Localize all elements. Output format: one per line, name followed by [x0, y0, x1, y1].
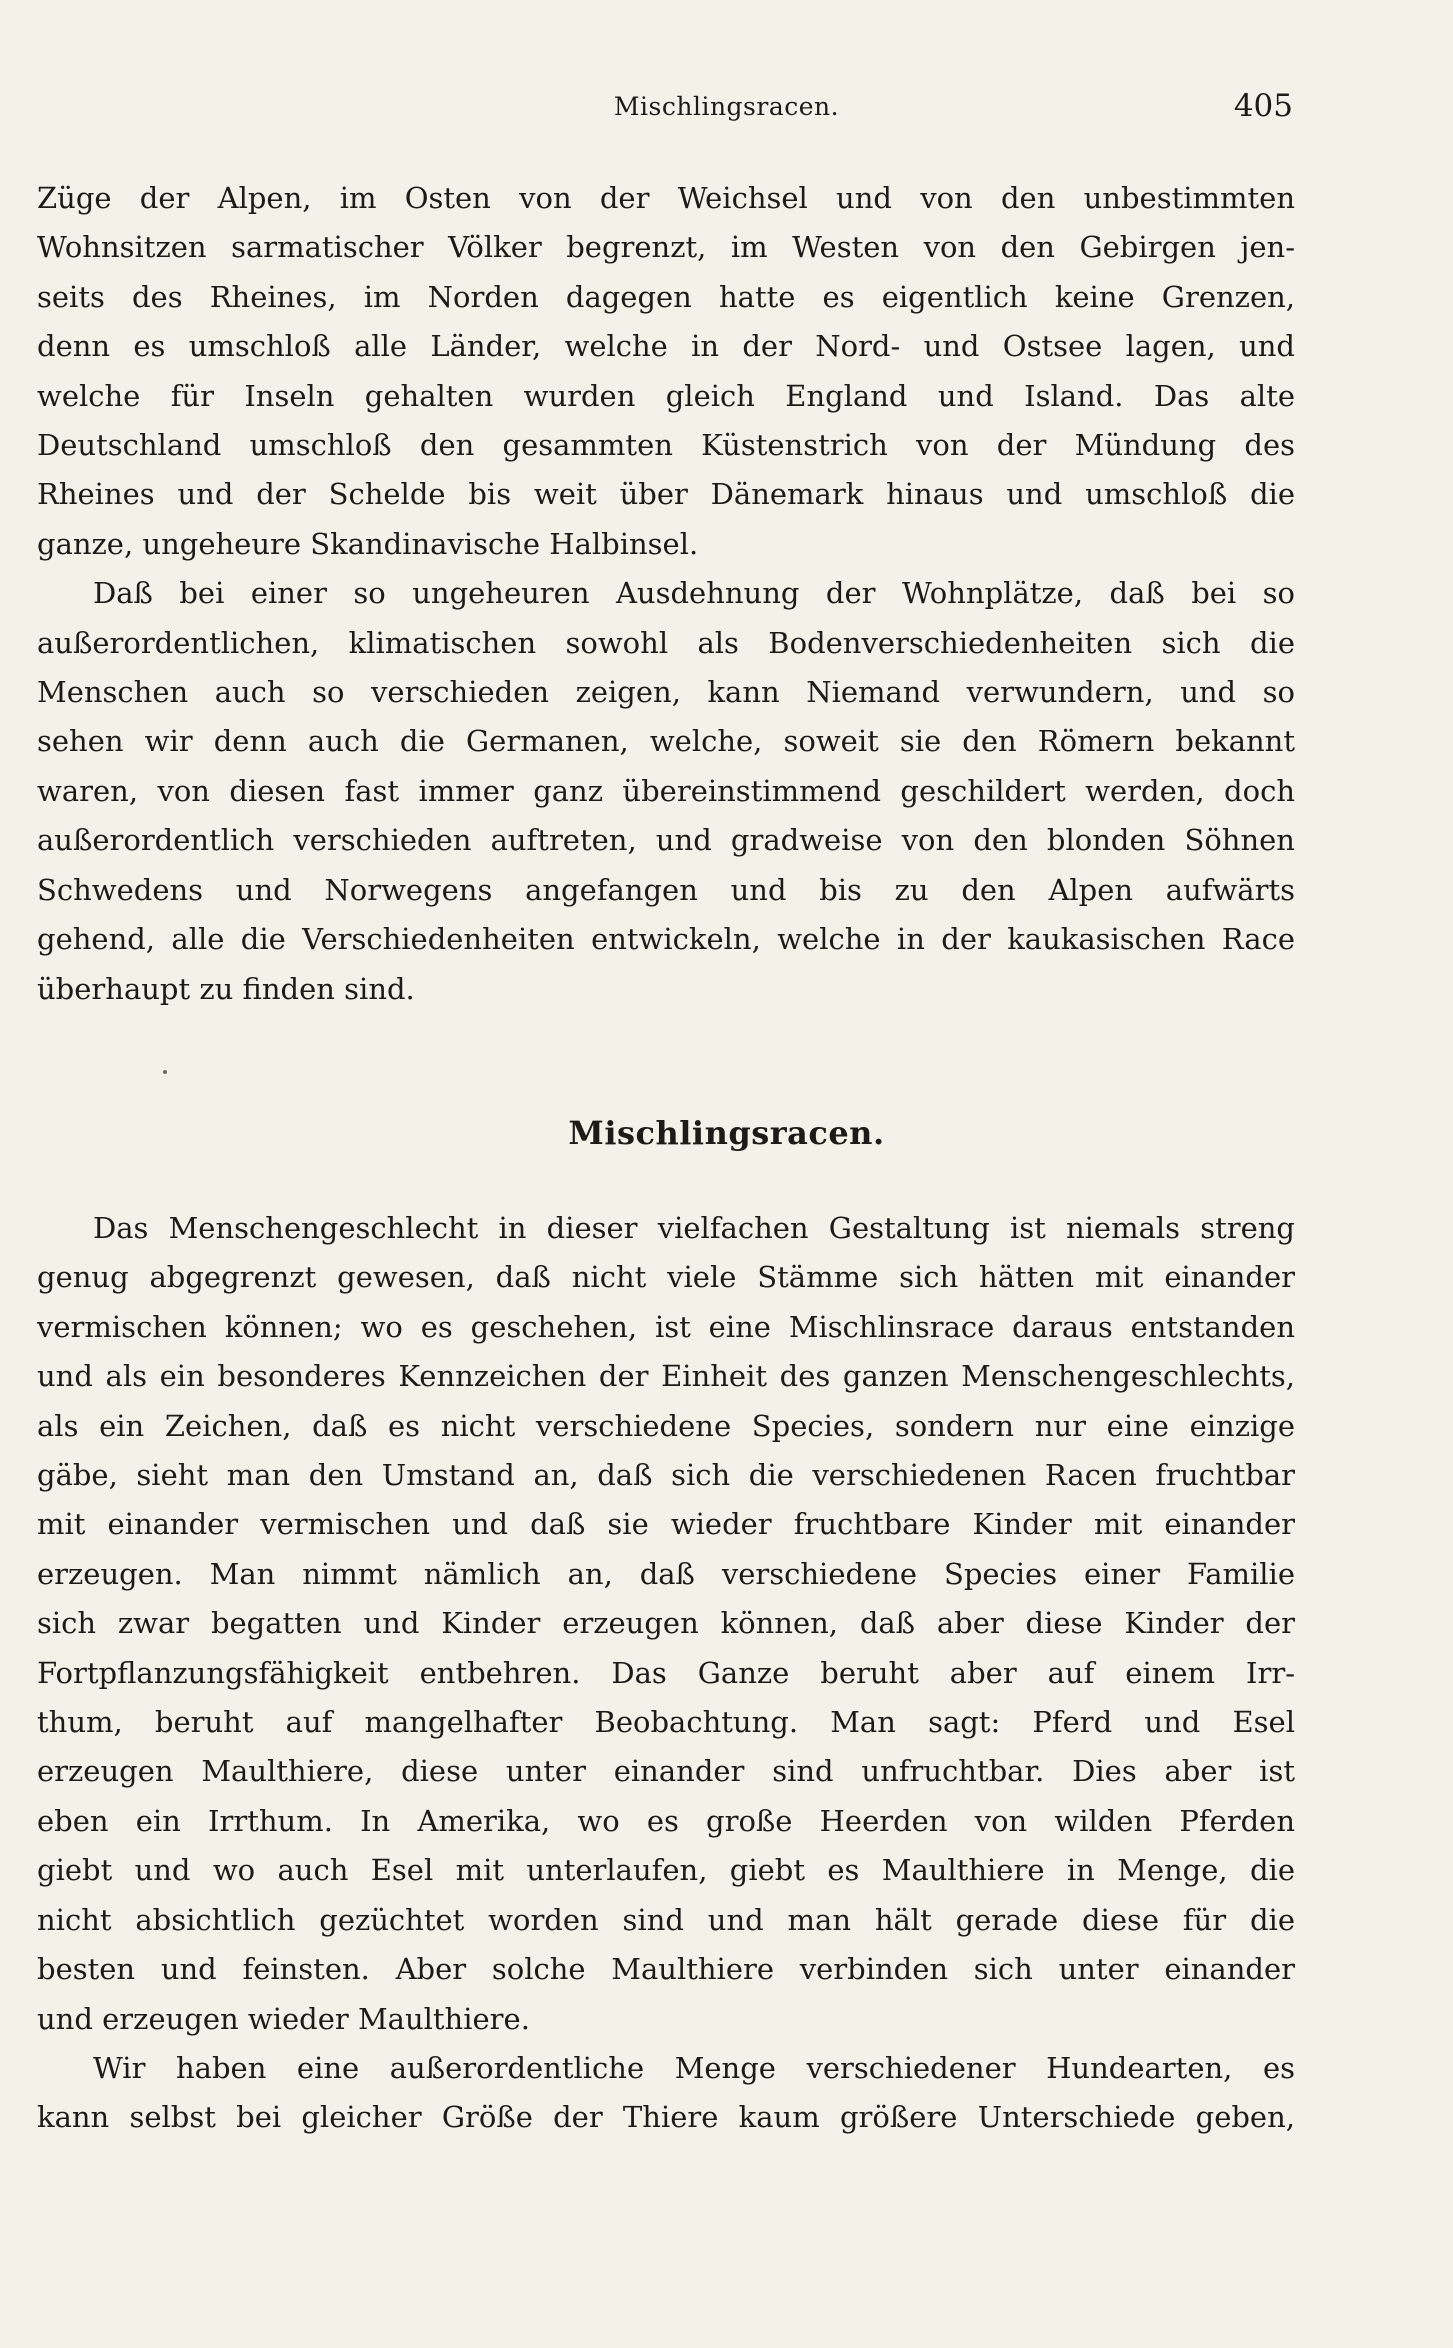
- print-speck: [163, 1070, 167, 1074]
- text-line: giebt und wo auch Esel mit unterlaufen, giebt es Maulthiere in Menge, die: [37, 1853, 1295, 1888]
- section-heading: Mischlingsracen.: [568, 1114, 885, 1152]
- text-line: waren, von diesen fast immer ganz übereinstimmend geschildert werden, doch: [37, 773, 1295, 808]
- text-line: überhaupt zu finden sind.: [37, 971, 415, 1006]
- text-line: sich zwar begatten und Kinder erzeugen können, daß aber diese Kinder der: [37, 1606, 1295, 1641]
- running-title: Mischlingsracen.: [613, 92, 840, 121]
- text-line: sehen wir denn auch die Germanen, welche, soweit sie den Römern bekannt: [37, 724, 1295, 759]
- paragraph-1: [37, 174, 1295, 569]
- text-line: Deutschland umschloß den gesammten Küstenstrich von der Mündung des: [37, 428, 1295, 463]
- text-line: Fortpflanzungsfähigkeit entbehren. Das Ganze beruht aber auf einem Irr-: [37, 1655, 1295, 1690]
- text-line: kann selbst bei gleicher Größe der Thiere kaum größere Unterschiede geben,: [37, 2100, 1295, 2135]
- text-line: eben ein Irrthum. In Amerika, wo es große Heerden von wilden Pferden: [37, 1803, 1295, 1838]
- text-line: thum, beruht auf mangelhafter Beobachtung. Man sagt: Pferd und Esel: [37, 1705, 1295, 1740]
- text-line: besten und feinsten. Aber solche Maulthiere verbinden sich unter einander: [37, 1952, 1295, 1987]
- text-line: gäbe, sieht man den Umstand an, daß sich die verschiedenen Racen fruchtbar: [37, 1458, 1295, 1493]
- text-line: genug abgegrenzt gewesen, daß nicht viele Stämme sich hätten mit einander: [37, 1260, 1295, 1295]
- text-line: außerordentlich verschieden auftreten, und gradweise von den blonden Söhnen: [37, 823, 1295, 858]
- text-block-upper: [37, 174, 1295, 1014]
- page-number: 405: [1233, 88, 1293, 124]
- text-line: seits des Rheines, im Norden dagegen hatte es eigentlich keine Grenzen,: [37, 279, 1295, 314]
- text-line: denn es umschloß alle Länder, welche in der Nord- und Ostsee lagen, und: [37, 329, 1295, 364]
- text-block-lower: [37, 1204, 1295, 2143]
- paragraph-3: [37, 1204, 1295, 2044]
- text-line: erzeugen. Man nimmt nämlich an, daß verschiedene Species einer Familie: [37, 1556, 1295, 1591]
- text-line: erzeugen Maulthiere, diese unter einander sind unfruchtbar. Dies aber ist: [37, 1754, 1295, 1789]
- text-line: ganze, ungeheure Skandinavische Halbinsel.: [37, 526, 699, 561]
- text-line: Züge der Alpen, im Osten von der Weichsel und von den unbestimmten: [37, 181, 1295, 215]
- text-line: Wohnsitzen sarmatischer Völker begrenzt, im Westen von den Gebirgen jen-: [37, 230, 1295, 265]
- text-line: gehend, alle die Verschiedenheiten entwickeln, welche in der kaukasischen Race: [37, 922, 1295, 957]
- text-line: Das Menschengeschlecht in dieser vielfachen Gestaltung ist niemals streng: [93, 1211, 1295, 1245]
- running-head: [0, 88, 1453, 128]
- text-line: Daß bei einer so ungeheuren Ausdehnung der Wohnplätze, daß bei so: [93, 576, 1295, 611]
- text-line: mit einander vermischen und daß sie wieder fruchtbare Kinder mit einander: [37, 1507, 1295, 1542]
- text-line: Rheines und der Schelde bis weit über Dänemark hinaus und umschloß die: [37, 477, 1295, 512]
- text-line: und erzeugen wieder Maulthiere.: [37, 2001, 530, 2036]
- text-line: vermischen können; wo es geschehen, ist eine Mischlinsrace daraus entstanden: [37, 1309, 1295, 1344]
- text-line: und als ein besonderes Kennzeichen der Einheit des ganzen Menschengeschlechts,: [37, 1359, 1295, 1394]
- text-line: als ein Zeichen, daß es nicht verschiedene Species, sondern nur eine einzige: [37, 1408, 1295, 1443]
- text-line: außerordentlichen, klimatischen sowohl als Bodenverschiedenheiten sich die: [37, 625, 1295, 660]
- text-line: Menschen auch so verschieden zeigen, kann Niemand verwundern, und so: [37, 675, 1295, 710]
- text-line: Wir haben eine außerordentliche Menge verschiedener Hundearten, es: [93, 2050, 1295, 2085]
- text-line: nicht absichtlich gezüchtet worden sind und man hält gerade diese für die: [37, 1902, 1295, 1937]
- text-line: Schwedens und Norwegens angefangen und bis zu den Alpen aufwärts: [37, 872, 1295, 907]
- text-line: welche für Inseln gehalten wurden gleich England und Island. Das alte: [37, 378, 1295, 413]
- paragraph-2: [37, 569, 1295, 1014]
- paragraph-4: [37, 2044, 1295, 2143]
